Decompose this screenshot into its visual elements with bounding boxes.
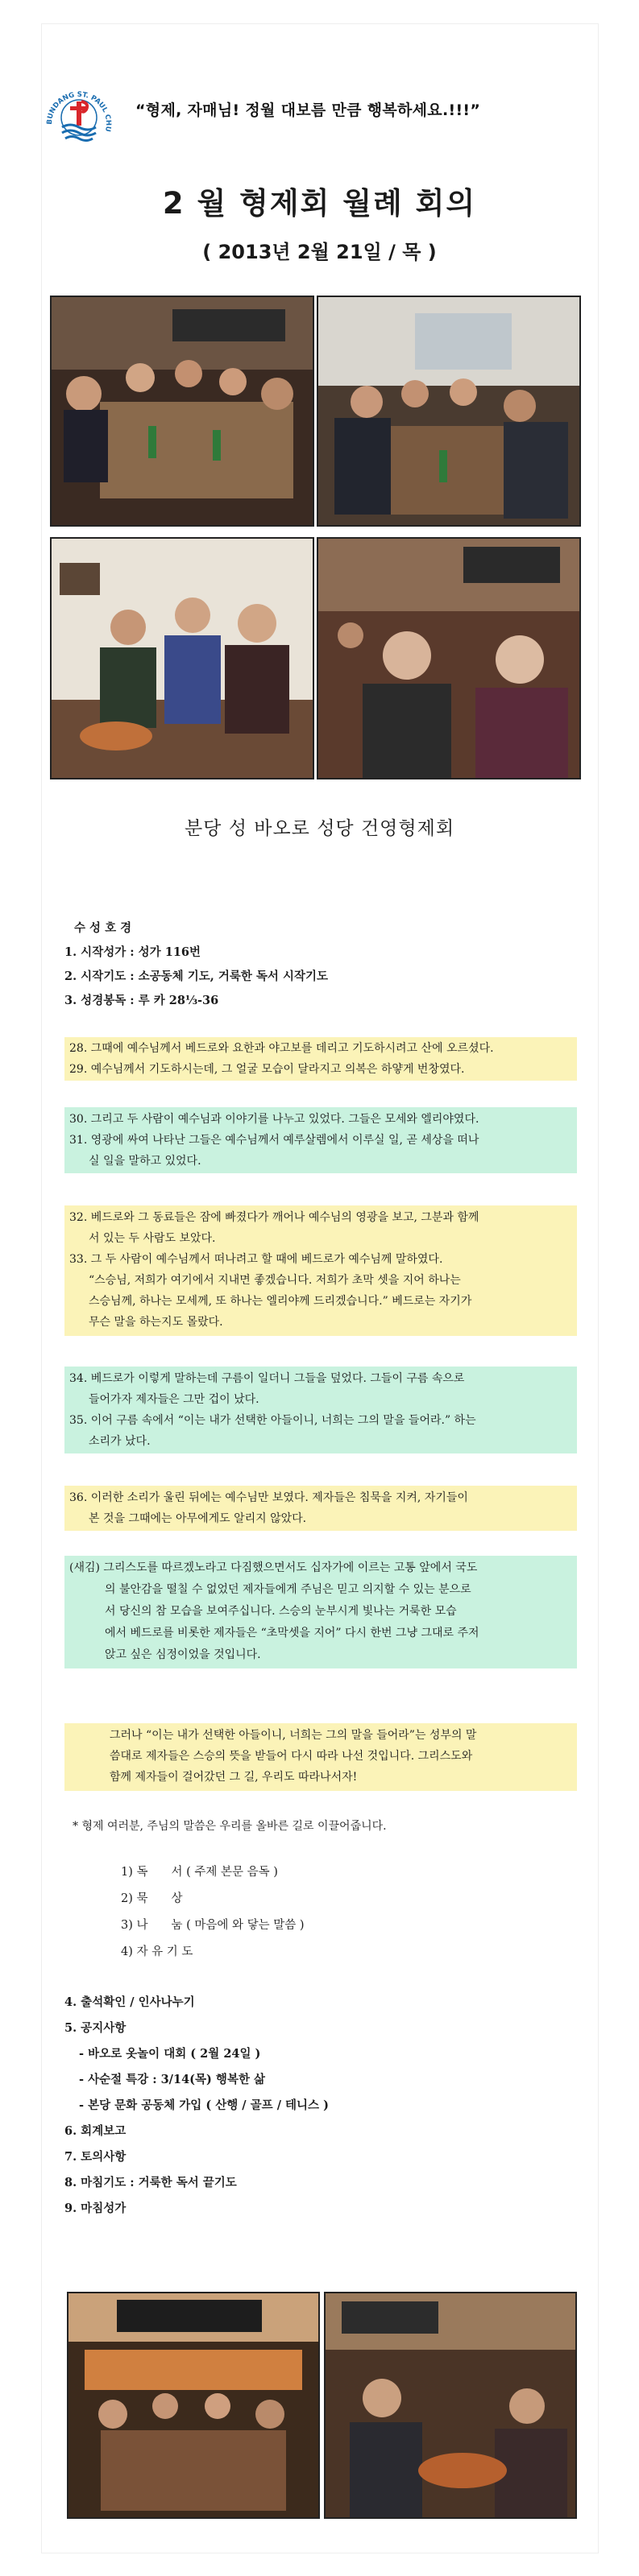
- verse-line: 35. 이어 구름 속에서 “이는 내가 선택한 아들이니, 너희는 그의 말을 들어라.” 하는: [69, 1414, 476, 1427]
- reflection-line: 서 당신의 참 모습을 보여주십니다. 스승의 눈부시게 빛나는 거룩한 모습: [105, 1605, 457, 1618]
- photo-2: [317, 296, 581, 527]
- verse-line: 소리가 났다.: [89, 1435, 151, 1448]
- scripture-block-2: [64, 1107, 577, 1173]
- scripture-block-4: [64, 1367, 577, 1453]
- lectio-step: 3) 나 눔 ( 마음에 와 닿는 말씀 ): [121, 1919, 305, 1932]
- photo-4: [317, 537, 581, 779]
- agenda-item: 9. 마침성가: [64, 2202, 127, 2215]
- order-item: 3. 성경봉독 : 루 카 28⅓-36: [64, 994, 219, 1007]
- photo-6: [324, 2292, 577, 2519]
- verse-line: 36. 이러한 소리가 울린 뒤에는 예수님만 보였다. 제자들은 침묵을 지켜, 자기들이: [69, 1491, 468, 1504]
- verse-line: 32. 베드로와 그 동료들은 잠에 빠졌다가 깨어나 예수님의 영광을 보고, 그분과 함께: [69, 1211, 479, 1224]
- agenda-item: 4. 출석확인 / 인사나누기: [64, 1995, 195, 2009]
- reflection-line: 에서 베드로를 비롯한 제자들은 “초막셋을 지어” 다시 한번 그냥 그대로 주저: [105, 1627, 479, 1639]
- meeting-date: ( 2013년 2월 21일 / 목 ): [202, 241, 437, 263]
- order-heading: 수 성 호 경: [74, 921, 132, 935]
- note: * 형제 여러분, 주님의 말씀은 우리를 올바른 길로 이끌어줍니다.: [73, 1820, 387, 1833]
- closing-line: 함께 제자들이 걸어갔던 그 길, 우리도 따라나서자!: [110, 1771, 358, 1784]
- verse-line: 들어가자 제자들은 그만 겁이 났다.: [89, 1393, 259, 1406]
- page-title: 2 월 형제회 월례 회의: [162, 186, 477, 221]
- closing-block: [64, 1723, 577, 1791]
- scripture-block-5: [64, 1486, 577, 1531]
- reflection-line: (새김) 그리스도를 따르겠노라고 다짐했으면서도 십자가에 이르는 고통 앞에서 국도: [69, 1561, 478, 1574]
- reflection-line: 의 불안감을 떨칠 수 없었던 제자들에게 주님은 믿고 의지할 수 있는 분으로: [105, 1583, 471, 1596]
- agenda-item: 7. 토의사항: [64, 2150, 127, 2164]
- closing-line: 씀대로 제자들은 스승의 뜻을 받들어 다시 따라 나선 것입니다. 그리스도와: [110, 1750, 473, 1763]
- lectio-step: 4) 자 유 기 도: [121, 1945, 193, 1958]
- agenda-subitem: - 본당 문화 공동체 가입 ( 산행 / 골프 / 테니스 ): [79, 2098, 329, 2112]
- scripture-block-3: [64, 1205, 577, 1336]
- photo-1: [50, 296, 314, 527]
- verse-line: 서 있는 두 사람도 보았다.: [89, 1232, 216, 1245]
- logo-lettering: BUNDANG ST. PAUL CHU: [45, 90, 113, 133]
- verse-line: 28. 그때에 예수님께서 베드로와 요한과 야고보를 데리고 기도하시려고 산에 오르셨다.: [69, 1042, 494, 1055]
- lectio-step: 2) 묵 상: [121, 1892, 183, 1905]
- verse-line: 무슨 말을 하는지도 몰랐다.: [89, 1316, 223, 1329]
- scripture-block-1: [64, 1037, 577, 1081]
- verse-line: 34. 베드로가 이렇게 말하는데 구름이 일더니 그들을 덮었다. 그들이 구름 속으로: [69, 1372, 465, 1385]
- verse-line: 30. 그리고 두 사람이 예수님과 이야기를 나누고 있었다. 그들은 모세와 엘리야였다.: [69, 1113, 479, 1126]
- verse-line: “스승님, 저희가 여기에서 지내면 좋겠습니다. 저희가 초막 셋을 지어 하나는: [89, 1274, 461, 1287]
- reflection-line: 앉고 싶은 심정이었을 것입니다.: [105, 1648, 261, 1661]
- agenda-subitem: - 사순절 특강 : 3/14(목) 행복한 삶: [79, 2073, 266, 2086]
- order-item: 2. 시작기도 : 소공동체 기도, 거룩한 독서 시작기도: [64, 970, 329, 983]
- photo-5: [67, 2292, 320, 2519]
- reflection-block: [64, 1556, 577, 1668]
- closing-line: 그러나 “이는 내가 선택한 아들이니, 너희는 그의 말을 들어라”는 성부의 말: [110, 1729, 477, 1742]
- verse-line: 29. 예수님께서 기도하시는데, 그 얼굴 모습이 달라지고 의복은 하얗게 번창였다.: [69, 1063, 465, 1076]
- order-item: 1. 시작성가 : 성가 116번: [64, 945, 201, 959]
- verse-line: 31. 영광에 싸여 나타난 그들은 예수님께서 예루살렘에서 이루실 일, 곧 세상을 떠나: [69, 1134, 479, 1147]
- slogan: “형제, 자매님! 정월 대보름 만큼 행복하세요.!!!”: [135, 101, 481, 119]
- agenda-item: 6. 회계보고: [64, 2124, 127, 2138]
- agenda-subitem: - 바오로 옷놀이 대회 ( 2월 24일 ): [79, 2047, 261, 2061]
- agenda-item: 5. 공지사항: [64, 2021, 127, 2035]
- verse-line: 스승님께, 하나는 모세께, 또 하나는 엘리야께 드리겠습니다.” 베드로는 자기가: [89, 1295, 472, 1308]
- verse-line: 실 일을 말하고 있었다.: [89, 1155, 201, 1168]
- lectio-step: 1) 독 서 ( 주제 본문 음독 ): [121, 1866, 278, 1879]
- church-logo: [44, 81, 114, 153]
- agenda-item: 8. 마침기도 : 거룩한 독서 끝기도: [64, 2176, 237, 2189]
- verse-line: 본 것을 그때에는 아무에게도 알리지 않았다.: [89, 1512, 307, 1525]
- community-name: 분당 성 바오로 성당 건영형제회: [184, 818, 455, 839]
- verse-line: 33. 그 두 사람이 예수님께서 떠나려고 할 때에 베드로가 예수님께 말하였다.: [69, 1253, 443, 1266]
- photo-3: [50, 537, 314, 779]
